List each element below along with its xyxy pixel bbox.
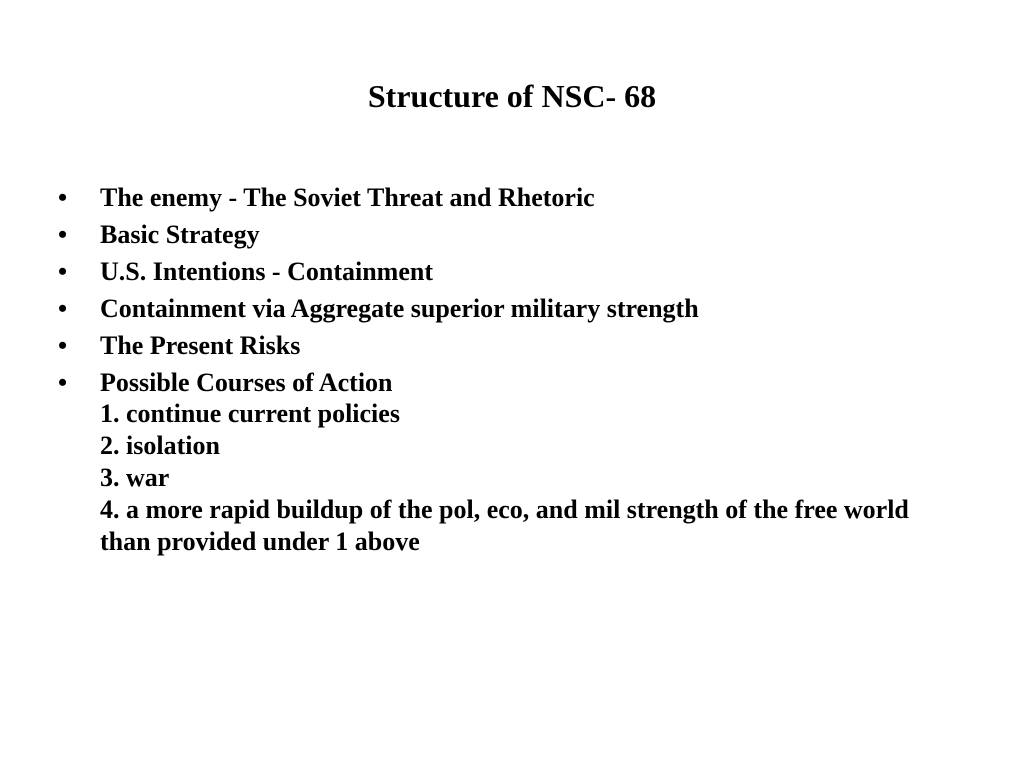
bullet-text: The enemy - The Soviet Threat and Rhetoric [100,183,595,212]
bullet-item-enemy [58,182,958,213]
bullet-text: Containment via Aggregate superior military strength [100,294,699,323]
bullet-item-us-intentions [58,256,958,287]
bullet-text: U.S. Intentions - Containment [100,257,433,286]
course-item: 3. war [100,463,170,492]
bullet-icon: • [58,220,68,249]
bullet-text: Basic Strategy [100,220,260,249]
bullet-text: The Present Risks [100,331,301,360]
bullet-list [58,182,958,564]
bullet-icon: • [58,183,68,212]
course-item: 2. isolation [100,431,220,460]
bullet-item-present-risks [58,330,958,361]
bullet-icon: • [58,331,68,360]
course-item: 4. a more rapid buildup of the pol, eco, and mil strength of the free world than provided under 1 above [100,495,909,556]
bullet-icon: • [58,368,68,397]
course-item: 1. continue current policies [100,399,400,428]
bullet-text: Possible Courses of Action [100,368,393,397]
bullet-icon: • [58,257,68,286]
slide-title: Structure of NSC- 68 [367,78,657,114]
bullet-icon: • [58,294,68,323]
bullet-item-courses-of-action [58,367,958,558]
courses-of-action-list [100,398,958,558]
bullet-item-basic-strategy [58,219,958,250]
bullet-item-containment [58,293,958,324]
